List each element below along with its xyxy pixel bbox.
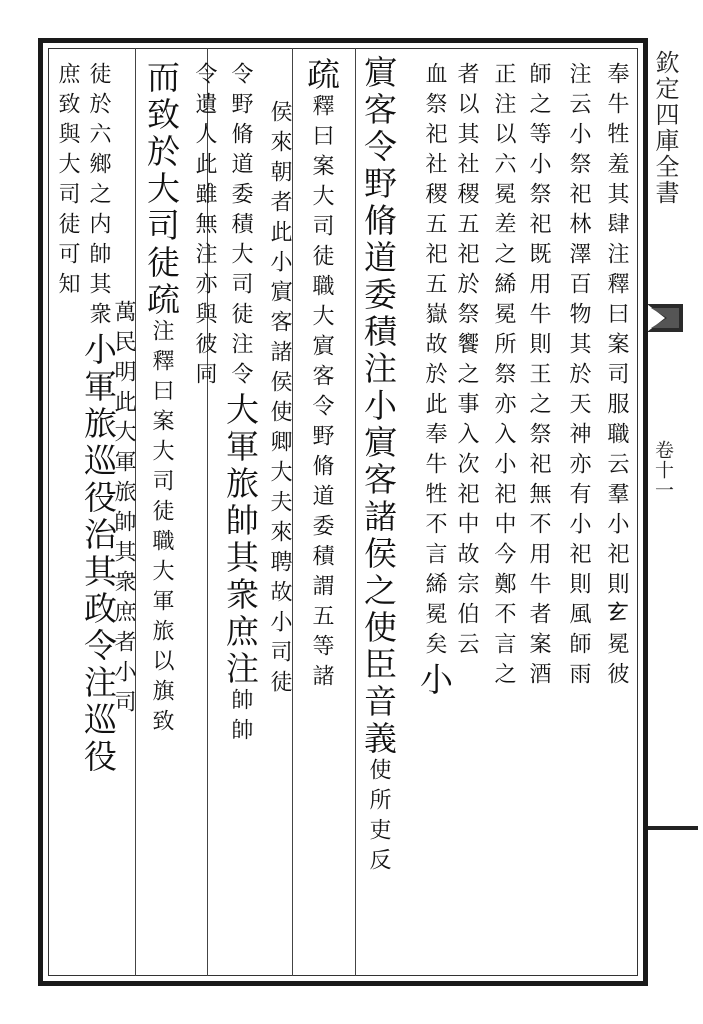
text-column-14 [79, 62, 118, 776]
small-annotation: 奉牛牲羞其肆注釋曰案司服職云羣小祀則𤣥冕彼 [604, 62, 629, 692]
text-column-15 [56, 62, 78, 302]
text-column-1 [605, 62, 627, 692]
main-text: 大軍旅帥其衆庶注 [221, 392, 260, 688]
text-column-4 [492, 62, 514, 692]
main-text: 賔客令野脩道委積注小賔客諸侯之使臣音義 [359, 55, 398, 758]
small-annotation: 師之等小祭祀既用牛則王之祭祀無不用牛者案酒 [526, 62, 551, 692]
small-annotation: 令野脩道委積大司徒注令 [228, 62, 253, 392]
text-column-3 [527, 62, 549, 692]
small-annotation: 令遺人此雖無注亦與彼同 [192, 62, 217, 392]
book-title: 欽定四庫全書 [651, 50, 679, 206]
small-annotation: 注云小祭祀林澤百物其於天神亦有小祀則風師雨 [566, 62, 591, 692]
text-column-11 [193, 62, 215, 392]
column-divider [292, 48, 293, 976]
main-text: 而致於大司徒疏 [142, 60, 181, 319]
main-text: 小 [415, 662, 454, 699]
text-column-8 [302, 57, 341, 694]
phonetic-gloss: 使所吏反 [366, 758, 391, 878]
small-annotation: 侯來朝者此小賔客諸侯使卿大夫來聘故小司徒 [267, 100, 292, 700]
small-annotation: 者以其社稷五祀於祭饗之事入次祀中故宗伯云 [454, 62, 479, 662]
small-annotation: 徒於六鄉之内帥其衆 [86, 62, 111, 332]
text-column-2 [567, 62, 589, 692]
text-column-9 [268, 100, 290, 700]
small-annotation: 庶致與大司徒可知 [55, 62, 80, 302]
text-column-7 [359, 55, 398, 878]
small-annotation: 釋曰案大司徒職大賔客令野脩道委積謂五等諸 [309, 94, 334, 694]
fish-tail-mark-icon [645, 300, 685, 336]
small-annotation: 帥帥 [228, 688, 253, 748]
column-divider [355, 48, 356, 976]
margin-tick-mark [648, 826, 698, 830]
small-annotation: 萬民明此大軍旅帥其衆庶者小司 [111, 300, 136, 720]
text-column-5 [455, 62, 477, 662]
small-annotation: 注釋曰案大司徒職大軍旅以旗致 [149, 319, 174, 739]
text-column-12 [142, 60, 181, 739]
shu-marker: 疏 [302, 57, 341, 94]
text-column-10 [221, 62, 260, 748]
text-column-6 [415, 62, 454, 699]
small-annotation: 正注以六冕差之絺冕所祭亦入小祀中今鄭不言之 [491, 62, 516, 692]
main-text: 小軍旅巡役治其政令注巡役 [79, 332, 118, 776]
volume-label: 卷十一 [652, 440, 674, 500]
small-annotation: 血祭祀社稷五祀五嶽故於此奉牛牲不言絺冕矣 [422, 62, 447, 662]
